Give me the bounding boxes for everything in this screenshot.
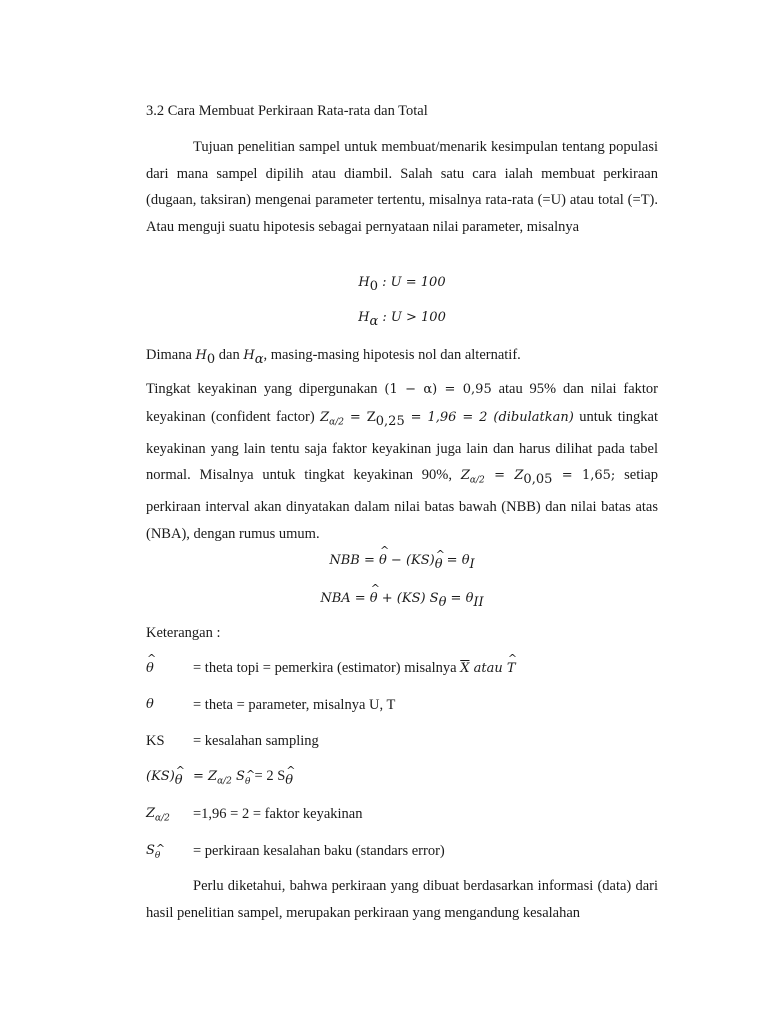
keterangan-label: Keterangan :: [146, 625, 221, 641]
paragraph-intro: Tujuan penelitian sampel untuk membuat/menarik kesimpulan tentang populasi dari mana sampel dipilih atau diambil. Salah satu cara ialah membuat perkiraan (dugaan, taksiran) mengenai parameter tertentu, misalnya rata-rata (=U) atau total (=T). Atau menguji suatu hipotesis sebagai pernyataan nilai parameter, misalnya: [146, 139, 658, 235]
equation-ha: $H_\alpha$ : U > 100: [358, 310, 446, 329]
definition-theta-hat: ^ θ = theta topi = pemerkira (estimator) misalnya $\overline{X}$ atau ^ T: [146, 660, 658, 677]
document-page: 3.2 Cara Membuat Perkiraan Rata-rata dan Total Tujuan penelitian sampel untuk membuat/menarik kesimpulan tentang populasi dari mana sampel dipilih atau diambil. Salah satu cara ialah membuat perkiraan (dugaan, taksiran) mengenai parameter tertentu, misalnya rata-rata (=U) atau total (=T). Atau menguji suatu hipotesis sebagai pernyataan nilai parameter, misalnya $H_0$ : U = 100 $H_\alpha$ : U > 100 Dimana $H_0$ dan $H_\alpha$, masing-masing hipotesis nol dan alternatif. Tingkat keyakinan yang dipergunakan (1 − α) = 0,95 atau 95% dan nilai faktor keyakinan (confident factor) $Z_{\alpha/2} = Z_{0,25} = 1,96 = 2$ (dibulatkan) untuk tingkat keyakinan yang lain tentu saja faktor keyakinan juga lain dan harus dilihat pada tabel normal. Misalnya untuk tingkat keyakinan 90%, $Z_{\alpha/2} = Z_{0,05} = 1,65$; setiap perkiraan interval akan dinyatakan dalam nilai batas bawah (NBB) dan nilai batas atas (NBA), dengan rumus umum. NBB = ^ θ − (KS)^ $_\theta = \theta_I$ NBA = ^ θ + (KS) $S_\theta = \theta_{II}$ Keterangan : ^ θ = theta topi = pemerkira (estimator) misalnya $\overline{X}$ atau ^ T θ = theta = parameter, misalnya U, T KS = kesalahan sampling (KS)^ $_\theta$ = $Z_{\alpha/2}$ S^ $_\theta$ = 2 S^ $_\theta$ $Z_{\alpha/2}$ =1,96 = 2 = faktor keyakinan S^ $_\theta$ = perkiraan kesalahan baku (standars error) Perlu diketahui, bahwa perkiraan yang dibuat berdasarkan informasi (data) dari hasil penelitian sampel, merupakan perkiraan yang mengandung kesalahan: [146, 0, 658, 1024]
equation-nbb: NBB = ^ θ − (KS)^ $_\theta = \theta_I$: [146, 552, 658, 572]
section-heading: 3.2 Cara Membuat Perkiraan Rata-rata dan Total: [146, 103, 428, 119]
paragraph-tingkat-keyakinan: Tingkat keyakinan yang dipergunakan (1 − α) = 0,95 atau 95% dan nilai faktor keyakinan (confident factor) $Z_{\alpha/2} = Z_{0,25} = 1,96 = 2$ (dibulatkan) untuk tingkat keyakinan yang lain tentu saja faktor keyakinan juga lain dan harus dilihat pada tabel normal. Misalnya untuk tingkat keyakinan 90%, $Z_{\alpha/2} = Z_{0,05} = 1,65$; setiap perkiraan interval akan dinyatakan dalam nilai batas bawah (NBB) dan nilai batas atas (NBA), dengan rumus umum.: [146, 381, 658, 542]
paragraph-closing: Perlu diketahui, bahwa perkiraan yang dibuat berdasarkan informasi (data) dari hasil penelitian sampel, merupakan perkiraan yang mengandung kesalahan: [146, 878, 658, 921]
equation-h0: $H_0$ : U = 100: [358, 275, 446, 294]
paragraph-dimana: Dimana $H_0$ dan $H_\alpha$, masing-masing hipotesis nol dan alternatif.: [146, 347, 521, 367]
equation-nba: NBA = ^ θ + (KS) $S_\theta = \theta_{II}$: [146, 590, 658, 610]
